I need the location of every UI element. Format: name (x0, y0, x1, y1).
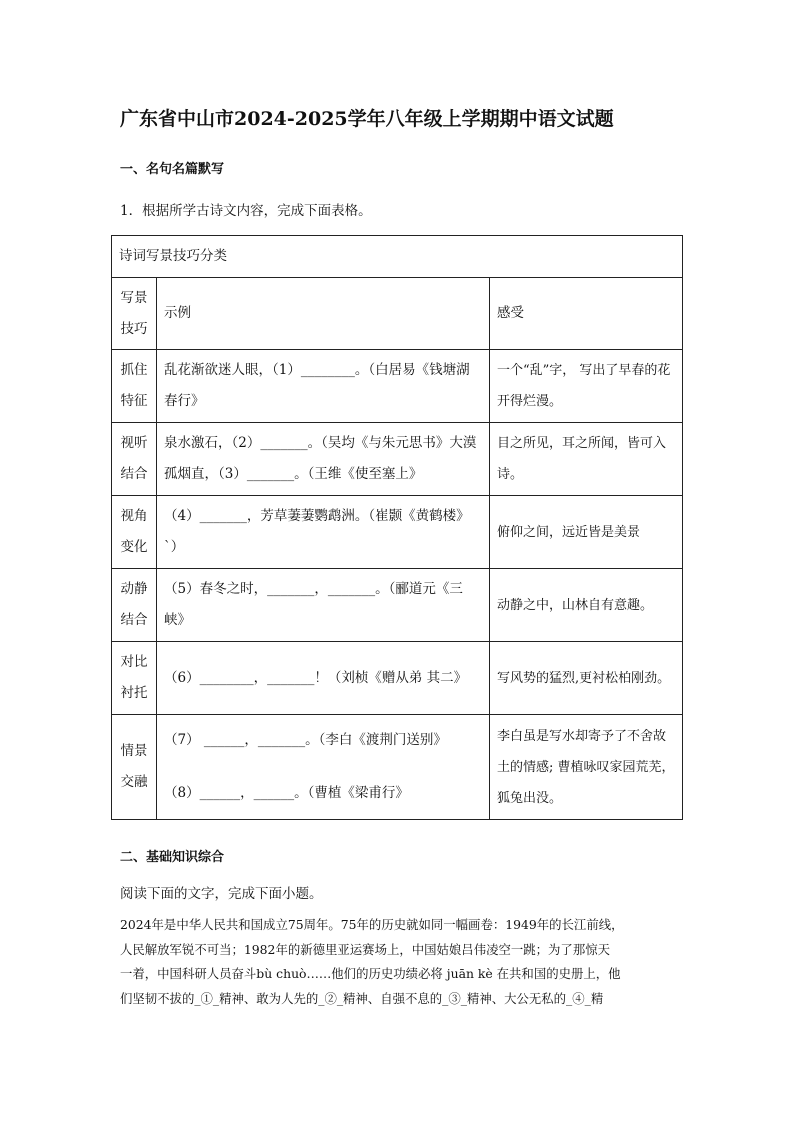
table-row (112, 642, 683, 715)
passage-line: 们坚韧不拔的_①_精神、敢为人先的_②_精神、自强不息的_③_精神、大公无私的_④_精 (120, 990, 604, 1006)
table-row (112, 715, 683, 820)
page-title: 广东省中山市2024-2025学年八年级上学期期中语文试题 (120, 108, 614, 130)
technique-cell: 对比衬托 (120, 654, 148, 701)
reading-passage (120, 913, 682, 1011)
technique-cell: 情景交融 (120, 743, 148, 790)
table-row (112, 496, 683, 569)
technique-cell: 视听结合 (120, 435, 148, 482)
passage-line: 2024年是中华人民共和国成立75周年。75年的历史就如同一幅画卷：1949年的长江前线， (120, 917, 624, 932)
header-feeling: 感受 (490, 278, 683, 350)
table-row (112, 423, 683, 496)
example-cell: 泉水激石，（2）_______。（吴均《与朱元思书》大漠孤烟直，（3）_______。（王维《使至塞上》 (157, 423, 490, 496)
example-line: （7） ______，_______。（李白《渡荆门送别》 (164, 732, 447, 748)
passage-line: 一着，中国科研人员奋斗bù chuò……他们的历史功绩必将 juān kè 在共和国的史册上，他 (120, 966, 621, 981)
table-caption: 诗词写景技巧分类 (112, 236, 683, 278)
feeling-cell: 李白虽是写水却寄予了不舍故土的情感; 曹植咏叹家园荒芜，狐兔出没。 (490, 715, 683, 820)
section-heading-2: 二、基础知识综合 (120, 850, 225, 865)
feeling-cell: 动静之中，山林自有意趣。 (490, 569, 683, 642)
header-example: 示例 (157, 278, 490, 350)
example-cell: 乱花渐欲迷人眼，（1）________。（白居易《钱塘湖春行》 (157, 350, 490, 423)
example-line: （8）______，______。（曹植《梁甫行》 (164, 785, 409, 801)
technique-cell: 视角变化 (120, 508, 148, 555)
feeling-cell: 目之所见，耳之所闻，皆可入诗。 (490, 423, 683, 496)
technique-cell: 动静结合 (120, 581, 148, 628)
technique-cell: 抓住特征 (120, 362, 148, 409)
section-heading-1: 一、名句名篇默写 (120, 162, 225, 177)
poem-technique-table (111, 235, 683, 820)
header-technique: 写景技巧 (120, 289, 148, 337)
table-header-row (112, 278, 683, 350)
table-row (112, 350, 683, 423)
example-cell: （6）________，_______！（刘桢《赠从弟 其二》 (157, 642, 490, 715)
question-1-prompt: 1．根据所学古诗文内容，完成下面表格。 (120, 203, 372, 219)
passage-line: 人民解放军锐不可当；1982年的新德里亚运赛场上，中国姑娘吕伟凌空一跳；为了那惊天 (120, 941, 610, 957)
example-cell: （4）_______，芳草萋萋鹦鹉洲。（崔颢《黄鹤楼》`） (157, 496, 490, 569)
example-cell (157, 715, 490, 820)
feeling-cell: 俯仰之间，远近皆是美景 (490, 496, 683, 569)
feeling-cell: 写风势的猛烈,更衬松柏刚劲。 (490, 642, 683, 715)
feeling-cell: 一个“乱”字， 写出了早春的花开得烂漫。 (490, 350, 683, 423)
table-row (112, 569, 683, 642)
example-cell: （5）春冬之时，_______，_______。（郦道元《三峡》 (157, 569, 490, 642)
reading-prompt: 阅读下面的文字，完成下面小题。 (120, 886, 323, 902)
